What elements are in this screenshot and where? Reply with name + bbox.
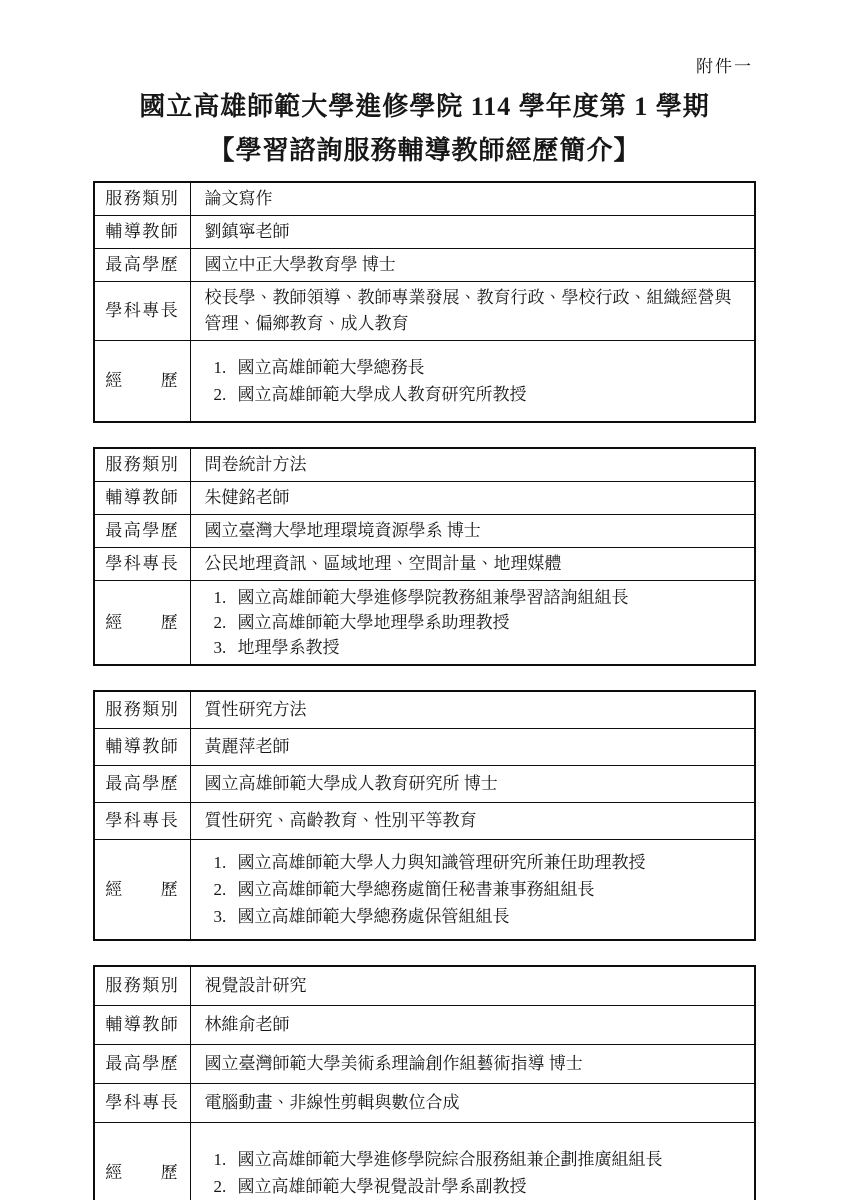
table-row: [94, 548, 755, 581]
label-tutor: 輔導教師: [94, 1006, 190, 1045]
value-highest-degree: 國立臺灣師範大學美術系理論創作組藝術指導 博士: [190, 1045, 755, 1084]
experience-item: 3. 國立高雄師範大學總務處保管組組長: [231, 903, 743, 930]
table-row: [94, 341, 755, 423]
value-service-type: 論文寫作: [190, 182, 755, 216]
table-row: [94, 482, 755, 515]
label-experience: 經 歷: [94, 581, 190, 666]
experience-item: 1. 國立高雄師範大學人力與知識管理研究所兼任助理教授: [231, 849, 743, 876]
label-highest-degree: 最高學歷: [94, 766, 190, 803]
teacher-table-1: [93, 181, 756, 423]
value-experience: [190, 341, 755, 423]
value-highest-degree: 國立中正大學教育學 博士: [190, 249, 755, 282]
page-title: 國立高雄師範大學進修學院 114 學年度第 1 學期: [139, 92, 710, 121]
label-specialties: 學科專長: [94, 1084, 190, 1123]
page-subtitle: 【學習諮詢服務輔導教師經歷簡介】: [208, 136, 641, 165]
label-specialties: 學科專長: [94, 803, 190, 840]
experience-list: [205, 585, 743, 660]
value-tutor: 黃麗萍老師: [190, 729, 755, 766]
value-highest-degree: 國立高雄師範大學成人教育研究所 博士: [190, 766, 755, 803]
value-specialties: 校長學、教師領導、教師專業發展、教育行政、學校行政、組織經營與管理、偏鄉教育、成人教育: [190, 282, 755, 341]
experience-item: 2. 國立高雄師範大學成人教育研究所教授: [231, 381, 743, 408]
value-service-type: 問卷統計方法: [190, 448, 755, 482]
teacher-table-3: [93, 690, 756, 941]
experience-item: 2. 國立高雄師範大學視覺設計學系副教授: [231, 1173, 743, 1200]
experience-list: [205, 849, 743, 930]
label-specialties: 學科專長: [94, 548, 190, 581]
experience-item: 1. 國立高雄師範大學總務長: [231, 354, 743, 381]
value-specialties: 質性研究、高齡教育、性別平等教育: [190, 803, 755, 840]
attachment-label: 附件一: [696, 57, 753, 76]
table-row: [94, 1006, 755, 1045]
label-experience: 經 歷: [94, 840, 190, 941]
label-highest-degree: 最高學歷: [94, 249, 190, 282]
value-experience: [190, 840, 755, 941]
table-row: [94, 729, 755, 766]
table-row: [94, 840, 755, 941]
label-service-type: 服務類別: [94, 966, 190, 1006]
value-experience: [190, 1123, 755, 1200]
teacher-tables: [93, 181, 756, 1200]
value-service-type: 質性研究方法: [190, 691, 755, 729]
value-tutor: 林維俞老師: [190, 1006, 755, 1045]
experience-item: 1. 國立高雄師範大學進修學院教務組兼學習諮詢組組長: [231, 585, 743, 610]
value-tutor: 朱健銘老師: [190, 482, 755, 515]
table-row: [94, 448, 755, 482]
table-row: [94, 182, 755, 216]
value-tutor: 劉鎮寧老師: [190, 216, 755, 249]
table-row: [94, 803, 755, 840]
label-experience: 經 歷: [94, 341, 190, 423]
table-row: [94, 249, 755, 282]
table-row: [94, 766, 755, 803]
teacher-table-4: [93, 965, 756, 1200]
table-row: [94, 216, 755, 249]
label-tutor: 輔導教師: [94, 216, 190, 249]
label-specialties: 學科專長: [94, 282, 190, 341]
label-tutor: 輔導教師: [94, 729, 190, 766]
teacher-table-2: [93, 447, 756, 666]
experience-item: 2. 國立高雄師範大學總務處簡任秘書兼事務組組長: [231, 876, 743, 903]
label-highest-degree: 最高學歷: [94, 515, 190, 548]
value-service-type: 視覺設計研究: [190, 966, 755, 1006]
label-service-type: 服務類別: [94, 448, 190, 482]
experience-list: [205, 1146, 743, 1200]
table-row: [94, 1045, 755, 1084]
value-experience: [190, 581, 755, 666]
table-row: [94, 691, 755, 729]
label-service-type: 服務類別: [94, 691, 190, 729]
table-row: [94, 515, 755, 548]
label-experience: 經 歷: [94, 1123, 190, 1200]
table-row: [94, 1123, 755, 1200]
table-row: [94, 1084, 755, 1123]
label-tutor: 輔導教師: [94, 482, 190, 515]
value-specialties: 公民地理資訊、區域地理、空間計量、地理媒體: [190, 548, 755, 581]
label-highest-degree: 最高學歷: [94, 1045, 190, 1084]
value-highest-degree: 國立臺灣大學地理環境資源學系 博士: [190, 515, 755, 548]
experience-list: [205, 354, 743, 408]
experience-item: 1. 國立高雄師範大學進修學院綜合服務組兼企劃推廣組組長: [231, 1146, 743, 1173]
table-row: [94, 581, 755, 666]
experience-item: 3. 地理學系教授: [231, 635, 743, 660]
value-specialties: 電腦動畫、非線性剪輯與數位合成: [190, 1084, 755, 1123]
label-service-type: 服務類別: [94, 182, 190, 216]
table-row: [94, 966, 755, 1006]
experience-item: 2. 國立高雄師範大學地理學系助理教授: [231, 610, 743, 635]
table-row: [94, 282, 755, 341]
